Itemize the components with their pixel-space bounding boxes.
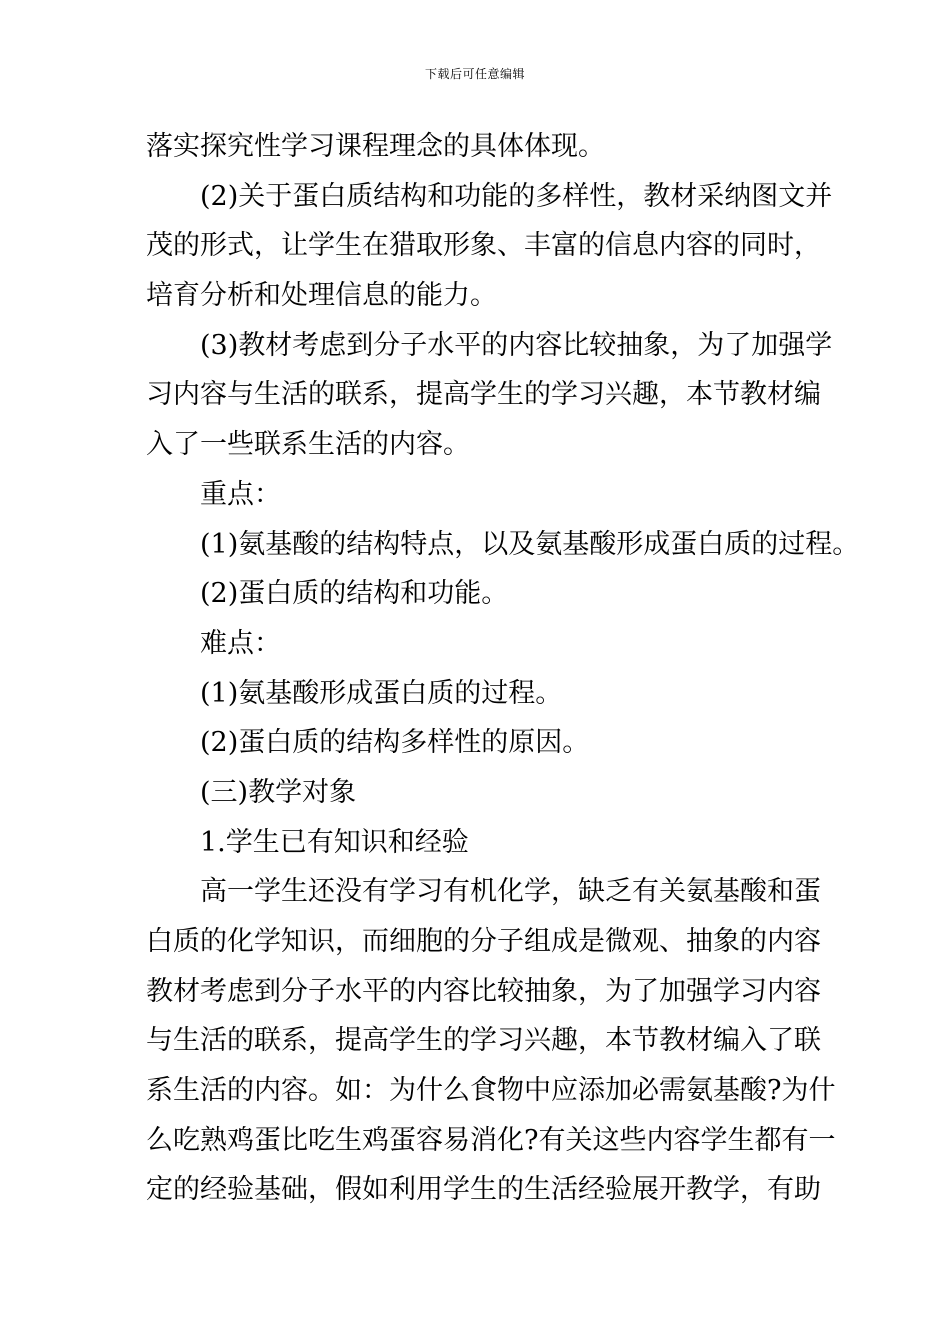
text-line: 么吃熟鸡蛋比吃生鸡蛋容易消化?有关这些内容学生都有一: [146, 1124, 836, 1156]
text-line: 培育分析和处理信息的能力。: [146, 280, 497, 312]
text-line: (3)教材考虑到分子水平的内容比较抽象，为了加强学: [200, 329, 833, 361]
text-line: 高一学生还没有学习有机化学，缺乏有关氨基酸和蛋: [200, 876, 821, 908]
text-line: (2)蛋白质的结构和功能。: [200, 578, 509, 610]
text-line: 定的经验基础，假如利用学生的生活经验展开教学，有助: [146, 1174, 821, 1206]
text-line: 重点：: [200, 478, 281, 510]
text-line: 习内容与生活的联系，提高学生的学习兴趣，本节教材编: [146, 379, 821, 411]
text-line: 1.学生已有知识和经验: [200, 826, 469, 858]
text-line: 教材考虑到分子水平的内容比较抽象，为了加强学习内容: [146, 975, 821, 1007]
text-line: 落实探究性学习课程理念的具体体现。: [146, 131, 605, 162]
text-line: 入了一些联系生活的内容。: [146, 429, 470, 461]
text-line: 与生活的联系，提高学生的学习兴趣，本节教材编入了联: [146, 1025, 821, 1057]
text-line: (1)氨基酸形成蛋白质的过程。: [200, 677, 563, 709]
text-line: (2)关于蛋白质结构和功能的多样性，教材采纳图文并: [200, 180, 833, 212]
text-line: (三)教学对象: [200, 776, 357, 808]
text-line: 白质的化学知识，而细胞的分子组成是微观、抽象的内容: [146, 926, 821, 957]
text-line: 茂的形式，让学生在猎取形象、丰富的信息内容的同时，: [146, 230, 821, 262]
text-line: (1)氨基酸的结构特点，以及氨基酸形成蛋白质的过程。: [200, 528, 860, 560]
document-body: [146, 127, 860, 1220]
text-line: (2)蛋白质的结构多样性的原因。: [200, 727, 590, 759]
page-header: 下载后可任意编辑: [424, 67, 525, 81]
text-line: 系生活的内容。如：为什么食物中应添加必需氨基酸?为什: [146, 1075, 836, 1107]
text-line: 难点：: [200, 627, 281, 659]
